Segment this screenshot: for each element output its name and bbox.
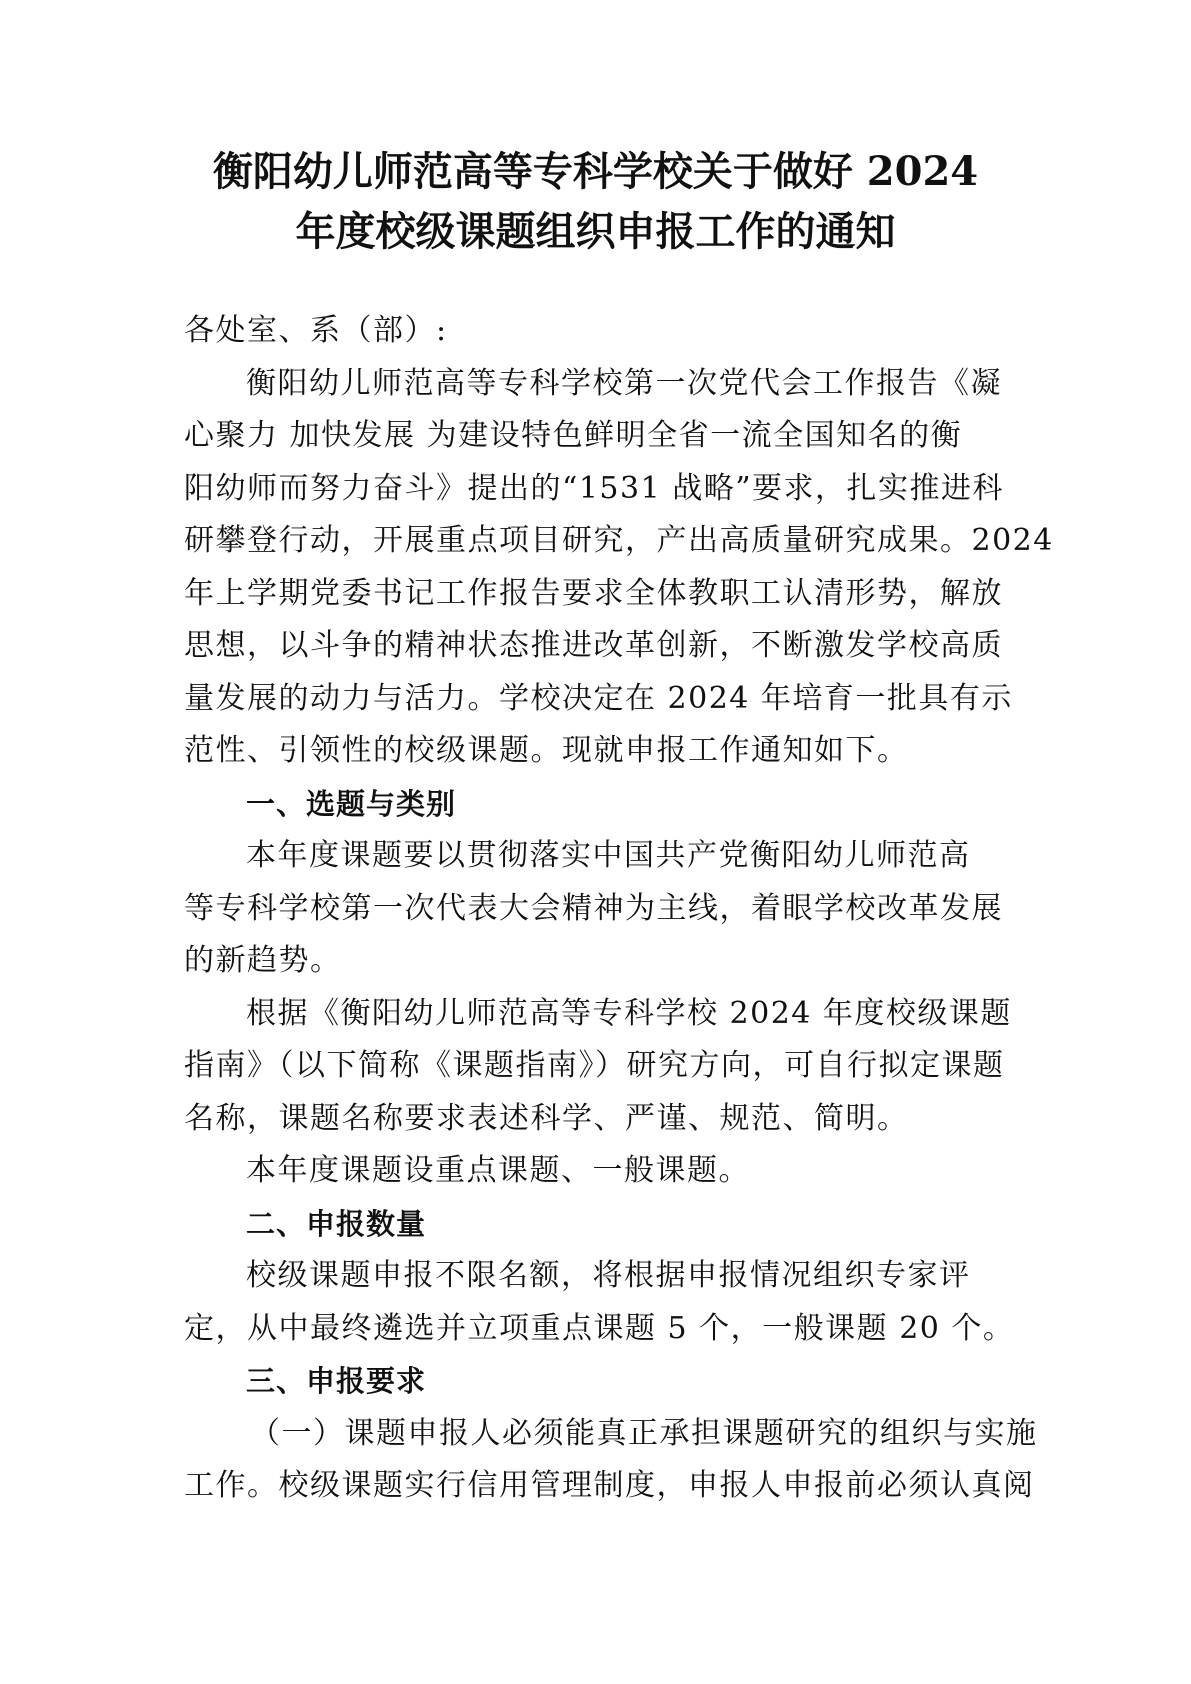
paragraph-line: 名称，课题名称要求表述科学、严谨、规范、简明。 [184,1100,909,1136]
section1-paragraph-2 [184,988,1014,1146]
paragraph-line: 本年度课题要以贯彻落实中国共产党衡阳幼儿师范高 [246,838,971,873]
paragraph-line: 指南》（以下简称《课题指南》）研究方向，可自行拟定课题 [184,1048,1005,1083]
section1-paragraph-1 [184,830,1014,988]
salutation: 各处室、系（部）: [184,313,448,348]
paragraph-line: 等专科学校第一次代表大会精神为主线，着眼学校改革发展 [184,890,1003,926]
paragraph-line: 范性、引领性的校级课题。现就申报工作通知如下。 [184,733,909,768]
paragraph-line: 阳幼师而努力奋斗》提出的“1531 战略”要求，扎实推进科 [184,470,1005,506]
paragraph-line: 年上学期党委书记工作报告要求全体教职工认清形势，解放 [184,575,1003,611]
section3-paragraph [184,1408,1038,1513]
document-body [184,305,1054,1513]
paragraph-line: （一）课题申报人必须能真正承担课题研究的组织与实施 [250,1415,1038,1451]
paragraph-line: 根据《衡阳幼儿师范高等专科学校 2024 年度校级课题 [246,995,1012,1031]
intro-paragraph [184,358,1054,778]
paragraph-line: 衡阳幼儿师范高等专科学校第一次党代会工作报告《凝 [246,365,1002,401]
paragraph-line: 工作。校级课题实行信用管理制度，申报人申报前必须认真阅 [184,1468,1035,1503]
paragraph-line: 思想，以斗争的精神状态推进改革创新，不断激发学校高质 [184,628,1003,663]
section1-paragraph-3 [184,1145,1014,1198]
paragraph-line: 的新趋势。 [184,943,342,978]
paragraph-line: 校级课题申报不限名额，将根据申报情况组织专家评 [246,1258,971,1293]
section2-paragraph [184,1250,1014,1355]
paragraph-line: 研攀登行动，开展重点项目研究，产出高质量研究成果。2024 [184,523,1054,558]
section-heading: 三、申报要求 [246,1364,427,1398]
paragraph-line: 量发展的动力与活力。学校决定在 2024 年培育一批具有示 [184,680,1013,716]
paragraph-line: 心聚力 加快发展 为建设特色鲜明全省一流全国知名的衡 [184,418,963,453]
section-heading: 一、选题与类别 [246,786,457,821]
document-title [160,142,1031,262]
section-heading: 二、申报数量 [246,1206,427,1241]
paragraph-line: 本年度课题设重点课题、一般课题。 [246,1153,750,1188]
title-line: 衡阳幼儿师范高等专科学校关于做好 2024 [212,148,979,195]
paragraph-line: 定，从中最终遴选并立项重点课题 5 个，一般课题 20 个。 [184,1310,1015,1346]
title-line: 年度校级课题组织申报工作的通知 [295,208,896,255]
